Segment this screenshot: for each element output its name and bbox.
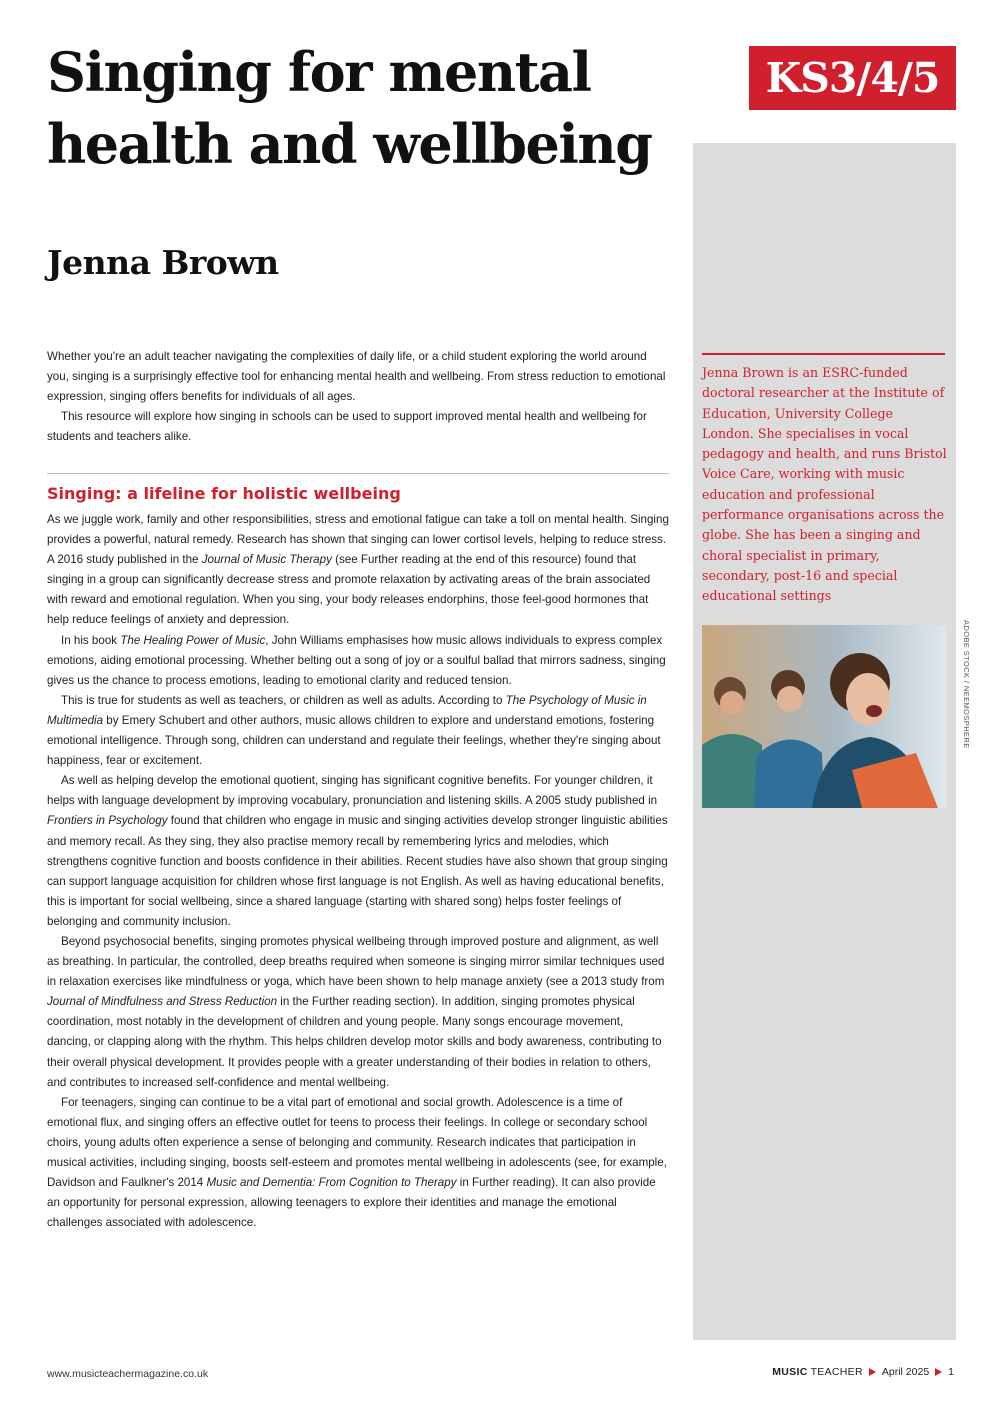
title-line-1: Singing for mental [47, 40, 591, 104]
section-heading: Singing: a lifeline for holistic wellbeing [47, 484, 401, 503]
body-paragraph-3 [47, 691, 669, 771]
page-title [47, 36, 687, 180]
reference-title: Journal of Mindfulness and Stress Reduction [47, 995, 278, 1009]
body-paragraph-1 [47, 510, 669, 631]
author-bio: Jenna Brown is an ESRC-funded doctoral researcher at the Institute of Education, University College London. She specialises in vocal pedagogy and health, and runs Bristol Voice Care, working with music education and professional performance organisations across the globe. She has been a singing and choral specialist in primary, secondary, post-16 and special educational settings [702, 365, 947, 604]
title-line-2: health and wellbeing [47, 112, 652, 176]
text-run: In his book [61, 633, 121, 647]
brand-name-bold: MUSIC [772, 1366, 808, 1378]
author-name: Jenna Brown [47, 243, 279, 282]
text-run: in Further reading). It can also provide an opportunity for personal expression, allowing teenagers to explore their identities and manage the emotional challenges associated with adolescence. [47, 1176, 656, 1230]
footer-url[interactable]: www.musicteachermagazine.co.uk [47, 1368, 209, 1380]
issue-date: April 2025 [881, 1366, 930, 1378]
intro-text [47, 347, 669, 447]
bio-divider [702, 353, 945, 355]
photo-credit: ADOBE STOCK / NEEMOSPHERE [962, 620, 971, 749]
page-number: 1 [948, 1366, 954, 1378]
reference-title: Frontiers in Psychology [47, 814, 168, 828]
body-paragraph-4 [47, 771, 669, 932]
footer-masthead [772, 1366, 954, 1378]
text-run: found that children who engage in music and singing activities develop stronger linguistic abilities and memory recall. As they sing, they also practise memory recall by remembering lyrics and melodies, which strengthens cognitive function and boosts confidence in their abilities. Recent studies have also shown that group singing can support language acquisition for children whose first language is not English. As well as having educational benefits, this is important for social wellbeing, since a shared language (starting with shared song) helps foster feelings of belonging and community inclusion. [47, 814, 668, 928]
intro-paragraph-2: This resource will explore how singing in schools can be used to support improved mental health and wellbeing for students and teachers alike. [47, 410, 647, 443]
intro-paragraph-1: Whether you're an adult teacher navigating the complexities of daily life, or a child student exploring the world around you, singing is a surprisingly effective tool for enhancing mental health and wellbeing. From stress reduction to emotional expression, singing offers benefits for individuals of all ages. [47, 350, 666, 403]
text-run: Beyond psychosocial benefits, singing promotes physical wellbeing through improved posture and alignment, as well as breathing. In particular, the controlled, deep breaths required when someone is singing mirror similar techniques used in relaxation exercises like mindfulness or yoga, which have been shown to help manage anxiety (see a 2013 study from [47, 934, 665, 989]
text-run: , John Williams emphasises how music allows individuals to express complex emotions, aiding emotional processing. Whether belting out a song of joy or a soulful ballad that mirrors sadness, singing gives us the chance to process emotions, leading to emotional clarity and reduced tension. [47, 633, 666, 687]
brand-name-light: TEACHER [810, 1366, 863, 1378]
body-paragraph-5 [47, 932, 669, 1093]
body-paragraph-2 [47, 631, 669, 691]
section-divider [47, 473, 669, 474]
arrow-right-icon [935, 1368, 942, 1376]
text-run: As we juggle work, family and other responsibilities, stress and emotional fatigue can take a toll on mental health. Singing provides a powerful, natural remedy. Research has shown that singing can lower cortisol levels, helping to reduce stress. A 2016 study published in the [47, 513, 669, 567]
reference-title: Music and Dementia: From Cognition to Therapy [206, 1176, 457, 1190]
reference-title: The Healing Power of Music [120, 633, 266, 647]
article-body [47, 510, 669, 1233]
body-paragraph-6 [47, 1093, 669, 1234]
reference-title: The Psychology of Music in Multimedia [47, 693, 647, 727]
text-run: As well as helping develop the emotional quotient, singing has significant cognitive benefits. For younger children, it helps with language development by improving vocabulary, pronunciation and listening skills. A 2005 study published in [47, 774, 658, 808]
text-run: For teenagers, singing can continue to be a vital part of emotional and social growth. Adolescence is a time of emotional flux, and singing offers an effective outlet for teens to process their feelings. In college or secondary school choirs, young adults often experience a sense of belonging and community. Research indicates that participation in musical activities, including singing, boosts self-esteem and promotes mental wellbeing in adolescents (see, for example, Davidson and Faulkner's 2014 [47, 1095, 667, 1190]
choir-photo [702, 625, 946, 808]
text-run: This is true for students as well as teachers, or children as well as adults. According to [61, 693, 506, 707]
key-stage-badge: KS3/4/5 [749, 46, 956, 110]
text-run: in the Further reading section). In addition, singing promotes physical coordination, most notably in the development of children and young people. Many songs encourage movement, dancing, or clapping along with the rhythm. This helps children develop motor skills and body awareness, contributing to their overall physical development. It provides people with a greater understanding of their bodies in relation to others, and contributes to increased self-confidence and mental wellbeing. [47, 995, 662, 1089]
text-run: (see Further reading at the end of this resource) found that singing in a group can significantly decrease stress and promote relaxation by activating areas of the brain associated with reward and emotional regulation. When you sing, your body releases endorphins, those feel-good hormones that help reduce feelings of anxiety and depression. [47, 553, 651, 627]
arrow-right-icon [869, 1368, 876, 1376]
text-run: by Emery Schubert and other authors, music allows children to explore and understand emotions, fostering emotional intelligence. Through song, children can understand and regulate their feelings, whether they're singing about happiness, fear or excitement. [47, 713, 661, 768]
reference-title: Journal of Music Therapy [201, 553, 332, 567]
